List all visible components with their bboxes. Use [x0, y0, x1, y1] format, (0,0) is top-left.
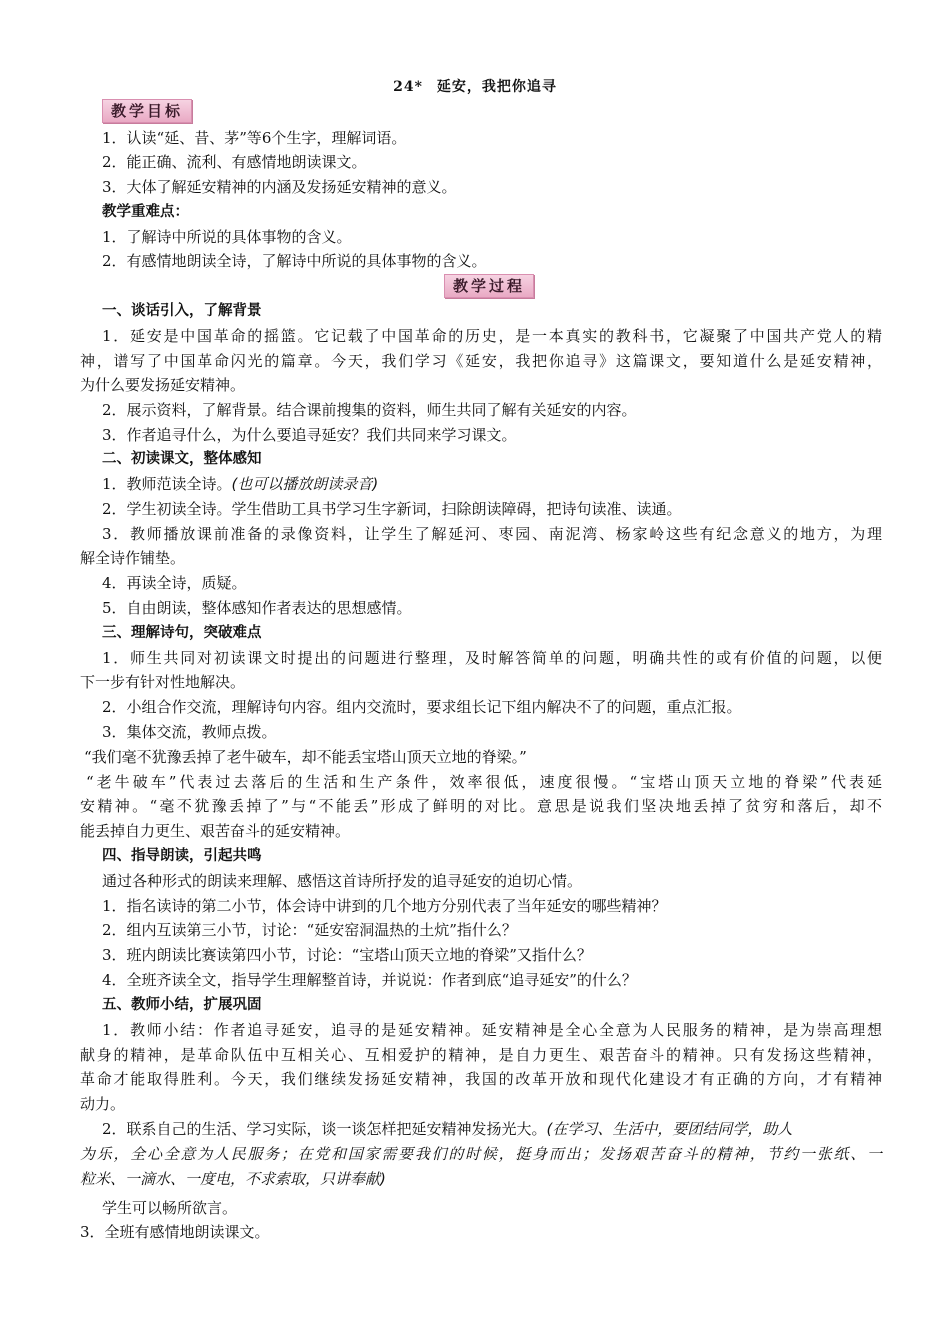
paragraph-line: 2．展示资料，了解背景。结合课前搜集的资料，师生共同了解有关延安的内容。 — [102, 401, 637, 419]
paragraph-line: 2．小组合作交流，理解诗句内容。组内交流时，要求组长记下组内解决不了的问题，重点汇报。 — [102, 698, 742, 716]
paragraph-line: 献身的精神，是革命队伍中互相关心、互相爱护的精神，是自力更生、艰苦奋斗的精神。只有发扬这些精神， — [80, 1046, 882, 1064]
key-point-item: 1．了解诗中所说的具体事物的含义。 — [102, 228, 352, 246]
paragraph-line — [102, 472, 882, 497]
step-text: 2．联系自己的生活、学习实际，谈一谈怎样把延安精神发扬光大。 — [102, 1120, 547, 1138]
paragraph-line: “老牛破车”代表过去落后的生活和生产条件，效率很低，速度很慢。“宝塔山顶天立地的脊梁”代表延 — [86, 773, 882, 791]
paragraph-line — [102, 1117, 882, 1142]
teaching-process-badge: 教学过程 — [444, 274, 534, 298]
paragraph-line: 3．全班有感情地朗读课文。 — [80, 1223, 270, 1241]
lesson-number: 24* — [393, 79, 423, 95]
key-points-heading: 教学重难点： — [102, 204, 189, 220]
paragraph-line: 动力。 — [80, 1095, 126, 1113]
step-note: (也可以播放朗读录音) — [231, 475, 379, 493]
paragraph-line: 神，谱写了中国革命闪光的篇章。今天，我们学习《延安，我把你追寻》这篇课文，要知道什么是延安精神， — [80, 352, 882, 370]
section-heading: 二、初读课文，整体感知 — [102, 451, 262, 467]
section-heading: 四、指导朗读，引起共鸣 — [102, 848, 262, 864]
lesson-title — [0, 76, 950, 96]
key-point-item: 2．有感情地朗读全诗，了解诗中所说的具体事物的含义。 — [102, 252, 487, 270]
paragraph-line: 3．教师播放课前准备的录像资料，让学生了解延河、枣园、南泥湾、杨家岭这些有纪念意义的地方，为理 — [102, 525, 882, 543]
paragraph-line: 3．作者追寻什么，为什么要追寻延安？我们共同来学习课文。 — [102, 426, 517, 444]
paragraph-line: 下一步有针对性地解决。 — [80, 673, 246, 691]
paragraph-line: 3．集体交流，教师点拨。 — [102, 723, 277, 741]
section-heading: 一、谈话引入，了解背景 — [102, 303, 262, 319]
lesson-title-text: 延安，我把你追寻 — [436, 79, 557, 95]
paragraph-line: 能丢掉自力更生、艰苦奋斗的延安精神。 — [80, 822, 351, 840]
paragraph-line: 通过各种形式的朗读来理解、感悟这首诗所抒发的追寻延安的迫切心情。 — [102, 872, 583, 890]
goal-item: 2．能正确、流利、有感情地朗读课文。 — [102, 153, 367, 171]
paragraph-line: 解全诗作铺垫。 — [80, 549, 186, 567]
teaching-goals-badge: 教学目标 — [102, 99, 192, 123]
section-heading: 三、理解诗句，突破难点 — [102, 625, 262, 641]
paragraph-line: 粒米、一滴水、一度电，不求索取，只讲奉献) — [80, 1170, 386, 1188]
paragraph-line: 2．组内互读第三小节，讨论：“延安窑洞温热的土炕”指什么？ — [102, 921, 517, 939]
step-text: 1．教师范读全诗。 — [102, 475, 232, 493]
paragraph-line: 2．学生初读全诗。学生借助工具书学习生字新词，扫除朗读障碍，把诗句读准、读通。 — [102, 500, 682, 518]
paragraph-line: 4．再读全诗，质疑。 — [102, 574, 247, 592]
paragraph-line: 1．指名读诗的第二小节，体会诗中讲到的几个地方分别代表了当年延安的哪些精神？ — [102, 897, 667, 915]
paragraph-line: 安精神。“毫不犹豫丢掉了”与“不能丢”形成了鲜明的对比。意思是说我们坚决地丢掉了贫穷和落后，却不 — [80, 797, 882, 815]
paragraph-line: 学生可以畅所欲言。 — [102, 1199, 238, 1217]
paragraph-line: 为什么要发扬延安精神。 — [80, 376, 246, 394]
paragraph-line: 4．全班齐读全文，指导学生理解整首诗，并说说：作者到底“追寻延安”的什么？ — [102, 971, 637, 989]
paragraph-line: 1．延安是中国革命的摇篮。它记载了中国革命的历史，是一本真实的教科书，它凝聚了中国共产党人的精 — [102, 327, 882, 345]
paragraph-line: 1．教师小结：作者追寻延安，追寻的是延安精神。延安精神是全心全意为人民服务的精神，是为崇高理想 — [102, 1021, 882, 1039]
paragraph-line: 为乐，全心全意为人民服务；在党和国家需要我们的时候，挺身而出；发扬艰苦奋斗的精神，节约一张纸、一 — [80, 1145, 882, 1163]
paragraph-line: 革命才能取得胜利。今天，我们继续发扬延安精神，我国的改革开放和现代化建设才有正确的方向，才有精神 — [80, 1070, 882, 1088]
goal-item: 1．认读“延、昔、茅”等6个生字，理解词语。 — [102, 129, 407, 147]
paragraph-line: 3．班内朗读比赛读第四小节，讨论：“宝塔山顶天立地的脊梁”又指什么？ — [102, 946, 592, 964]
paragraph-line: 1．师生共同对初读课文时提出的问题进行整理，及时解答简单的问题，明确共性的或有价值的问题，以便 — [102, 649, 882, 667]
section-heading: 五、教师小结，扩展巩固 — [102, 997, 262, 1013]
poem-quote: “我们毫不犹豫丢掉了老牛破车，却不能丢宝塔山顶天立地的脊梁。” — [84, 748, 527, 766]
goal-item: 3．大体了解延安精神的内涵及发扬延安精神的意义。 — [102, 178, 457, 196]
step-note: (在学习、生活中，要团结同学，助人 — [546, 1120, 793, 1138]
paragraph-line: 5．自由朗读，整体感知作者表达的思想感情。 — [102, 599, 412, 617]
